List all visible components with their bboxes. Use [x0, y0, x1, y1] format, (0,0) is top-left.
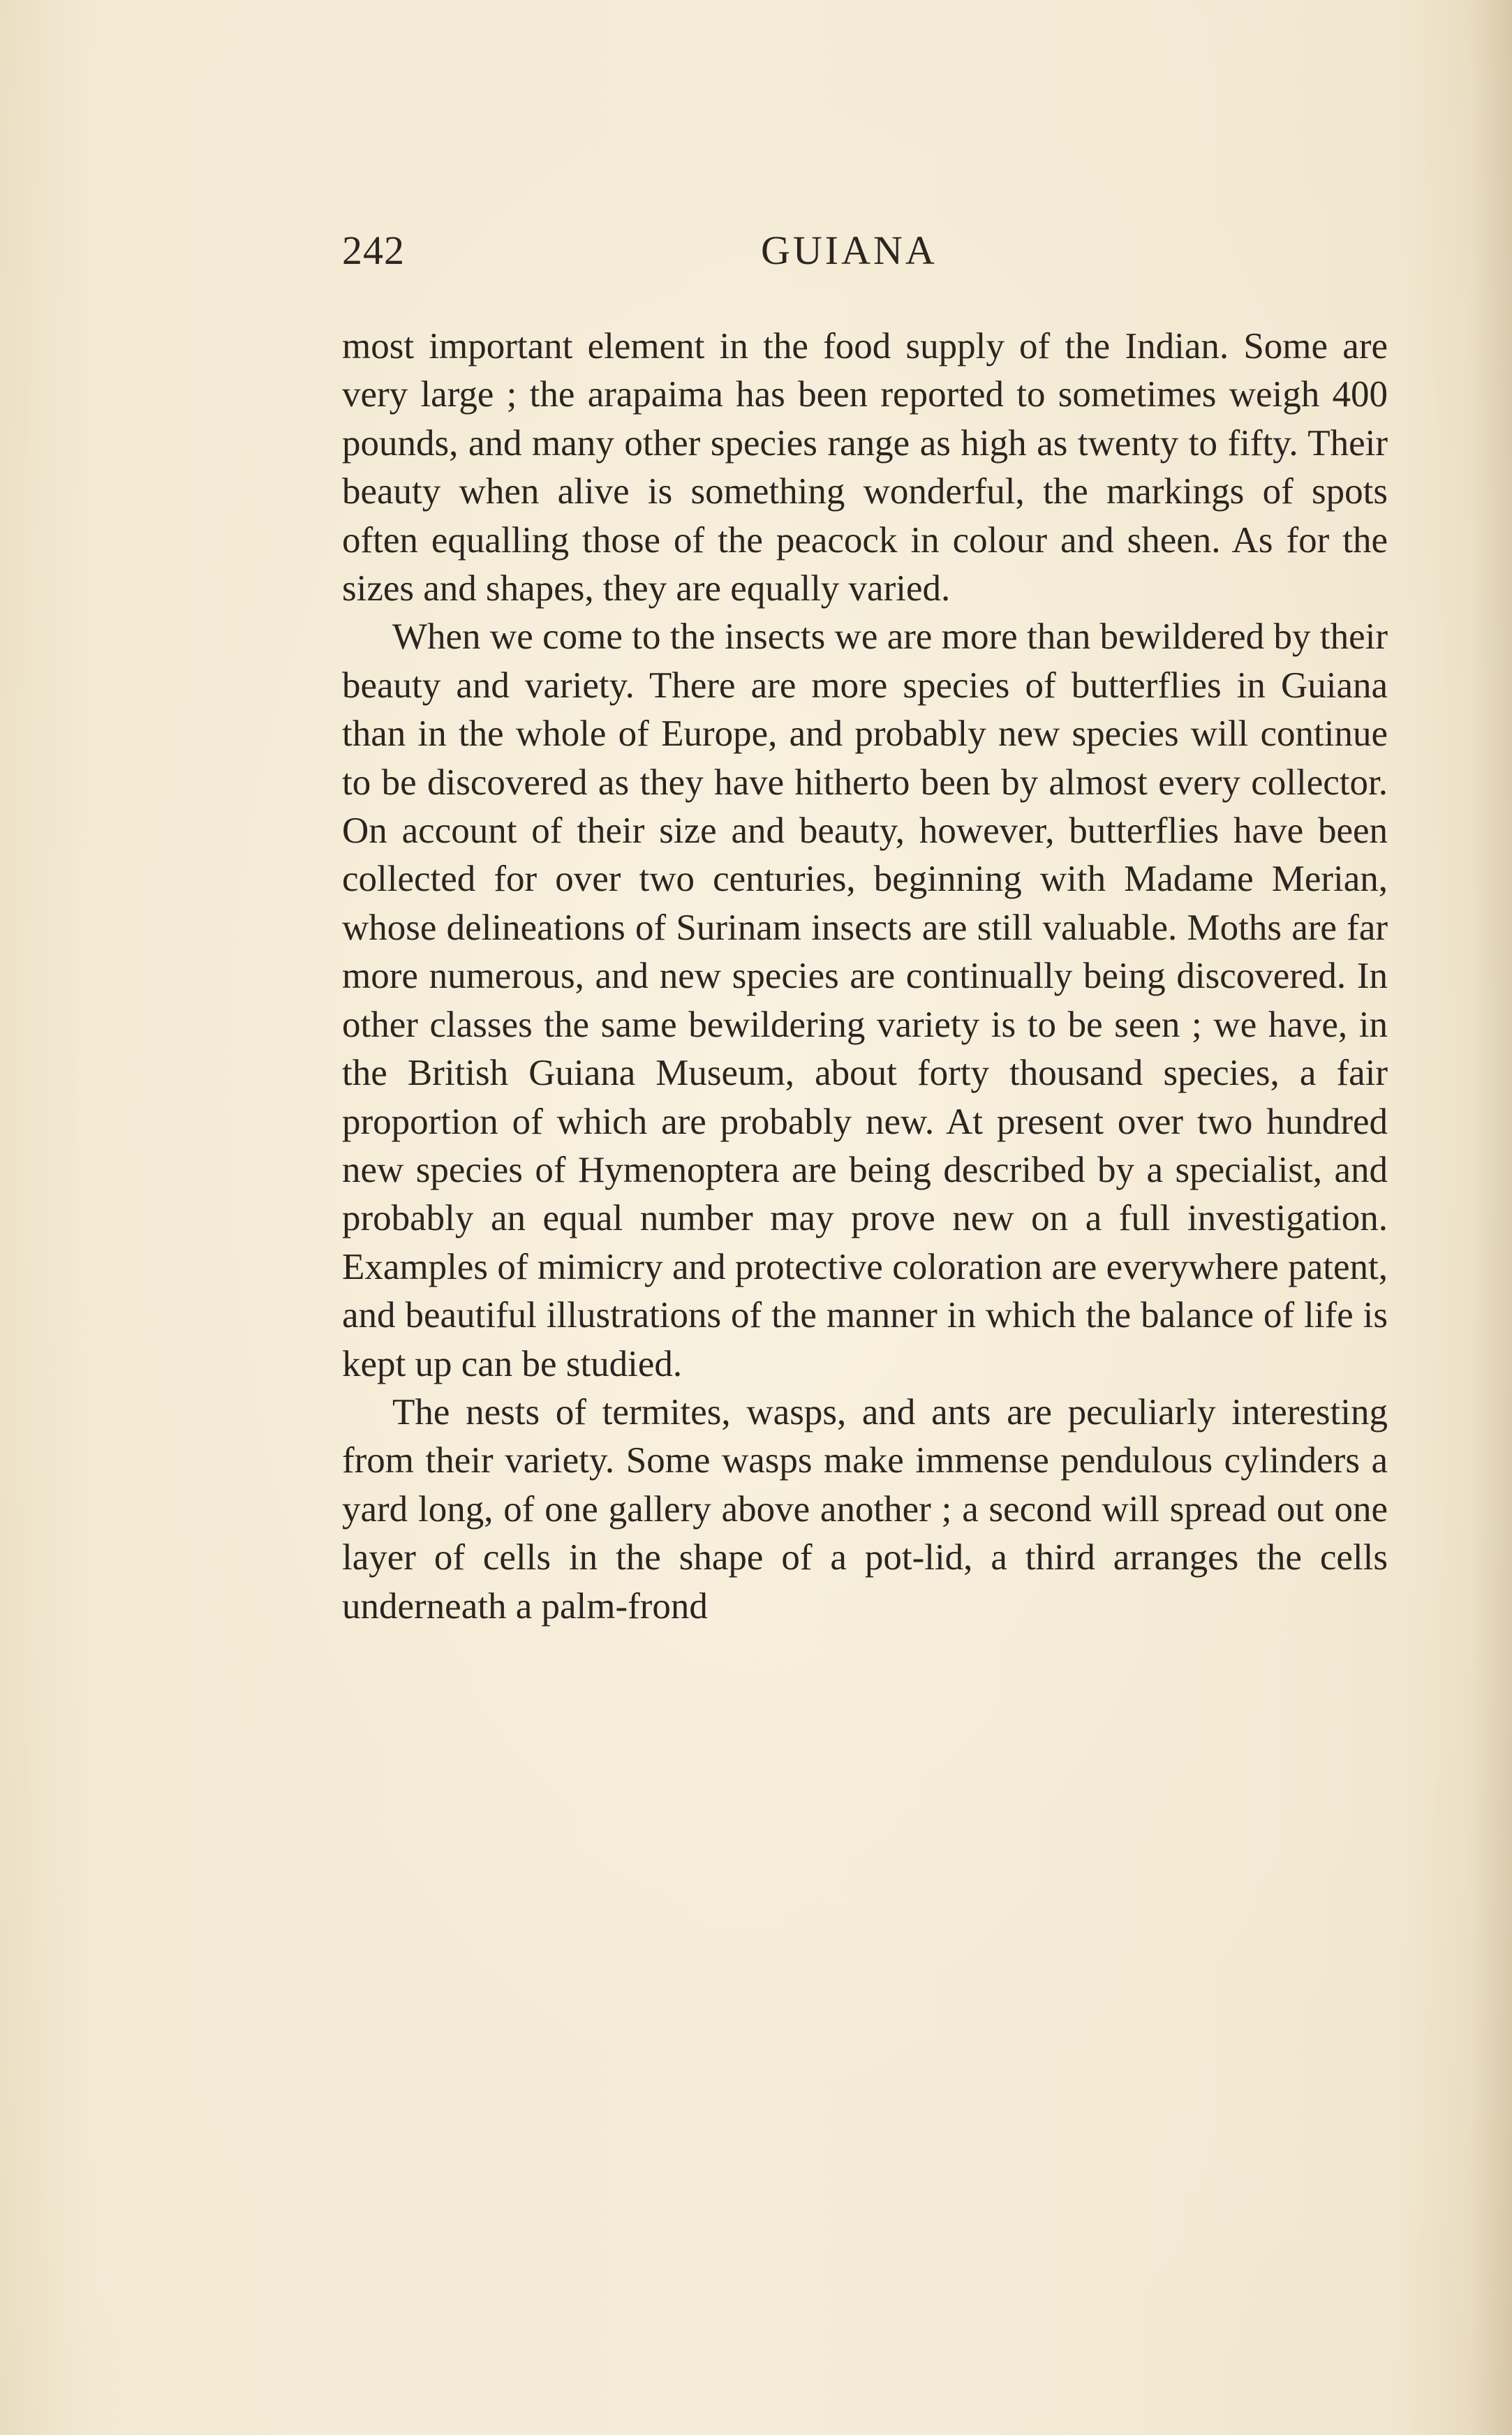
- body-text: [342, 323, 1388, 1631]
- running-head: [342, 227, 1389, 283]
- paragraph-nests: The nests of termites, wasps, and ants are peculiarly interesting from their variety. Some wasps make immense pendulous cylinders a yard long, of one gallery above another ; a second will spread out one layer of cells in the shape of a pot-lid, a third arranges the cells underneath a palm-frond: [342, 1391, 1388, 1627]
- paragraph-fish-continued: most important element in the food supply of the Indian. Some are very large ; the arapaima has been reported to sometimes weigh 400 pounds, and many other species range as high as twenty to fifty. Their beauty when alive is something wonderful, the markings of spots often equalling those of the peacock in colour and sheen. As for the sizes and shapes, they are equally varied.: [342, 326, 1388, 609]
- paragraph-insects: When we come to the insects we are more than bewildered by their beauty and variety. There are more species of butterflies in Guiana than in the whole of Europe, and probably new species will continue to be discovered as they have hitherto been by almost every collector. On account of their size and beauty, however, butterflies have been collected for over two centuries, beginning with Madame Merian, whose delineations of Surinam insects are still valuable. Moths are far more numerous, and new species are continually being discovered. In other classes the same bewildering variety is to be seen ; we have, in the British Guiana Museum, about forty thousand species, a fair proportion of which are probably new. At present over two hundred new species of Hymenoptera are being described by a specialist, and probably an equal number may prove new on a full investigation. Examples of mimicry and protective coloration are everywhere patent, and beautiful illustrations of the manner in which the balance of life is kept up can be studied.: [342, 616, 1388, 1384]
- running-title: GUIANA: [761, 228, 937, 273]
- page-number: 242: [342, 228, 405, 273]
